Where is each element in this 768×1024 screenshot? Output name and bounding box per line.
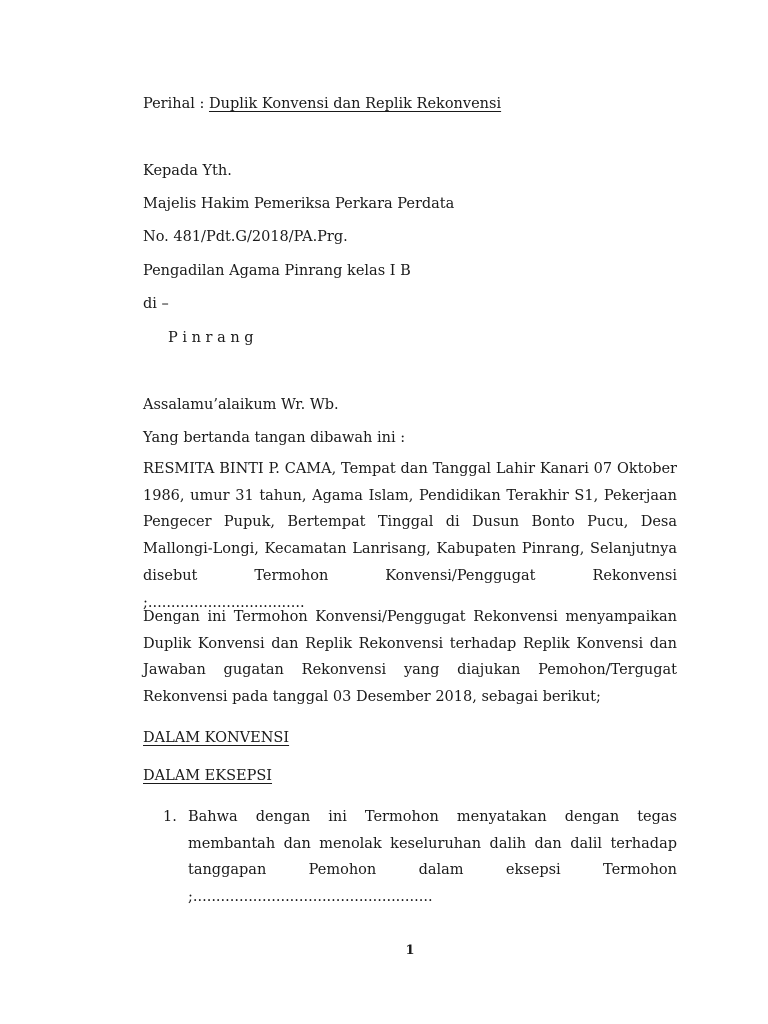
addressee-line-2: Majelis Hakim Pemeriksa Perkara Perdata — [143, 196, 455, 212]
list-item-text: Bahwa dengan ini Termohon menyatakan dengan tegas membantah dan menolak keseluruhan dalih dan dalil terhadap tanggapan Pemohon dalam eksepsi Termohon ;.................................................... — [188, 809, 677, 906]
subject-line — [143, 94, 501, 114]
statement-paragraph: Dengan ini Termohon Konvensi/Penggugat Rekonvensi menyampaikan Duplik Konvensi dan Replik Rekonvensi terhadap Replik Konvensi dan Jawaban gugatan Rekonvensi yang diajukan Pemohon/Tergugat Rekonvensi pada tanggal 03 Desember 2018, sebagai berikut; — [143, 609, 677, 706]
greeting: Assalamu’alaikum Wr. Wb. — [143, 397, 339, 413]
page-number: 1 — [405, 943, 415, 958]
addressee-line-4: Pengadilan Agama Pinrang kelas I B — [143, 263, 411, 279]
subject-label: Perihal : — [143, 96, 209, 112]
heading-dalam-konvensi: DALAM KONVENSI — [143, 730, 290, 746]
addressee-line-3: No. 481/Pdt.G/2018/PA.Prg. — [143, 229, 348, 245]
subject-title: Duplik Konvensi dan Replik Rekonvensi — [208, 96, 502, 112]
identity-paragraph: RESMITA BINTI P. CAMA, Tempat dan Tanggal Lahir Kanari 07 Oktober 1986, umur 31 tahun, Agama Islam, Pendidikan Terakhir S1, Pekerjaan Pengecer Pupuk, Bertempat Tinggal di Dusun Bonto Pucu, Desa Mallongi-Longi, Kecamatan Lanrisang, Kabupaten Pinrang, Selanjutnya disebut Termohon Konvensi/Penggugat Rekonvensi ;.................................. — [143, 461, 677, 611]
addressee-line-1: Kepada Yth. — [143, 163, 232, 179]
list-item-number: 1. — [163, 809, 177, 825]
intro-line: Yang bertanda tangan dibawah ini : — [143, 430, 406, 446]
addressee-line-5: di – — [143, 296, 169, 312]
heading-dalam-eksepsi: DALAM EKSEPSI — [143, 768, 273, 784]
addressee-city: P i n r a n g — [168, 330, 254, 346]
